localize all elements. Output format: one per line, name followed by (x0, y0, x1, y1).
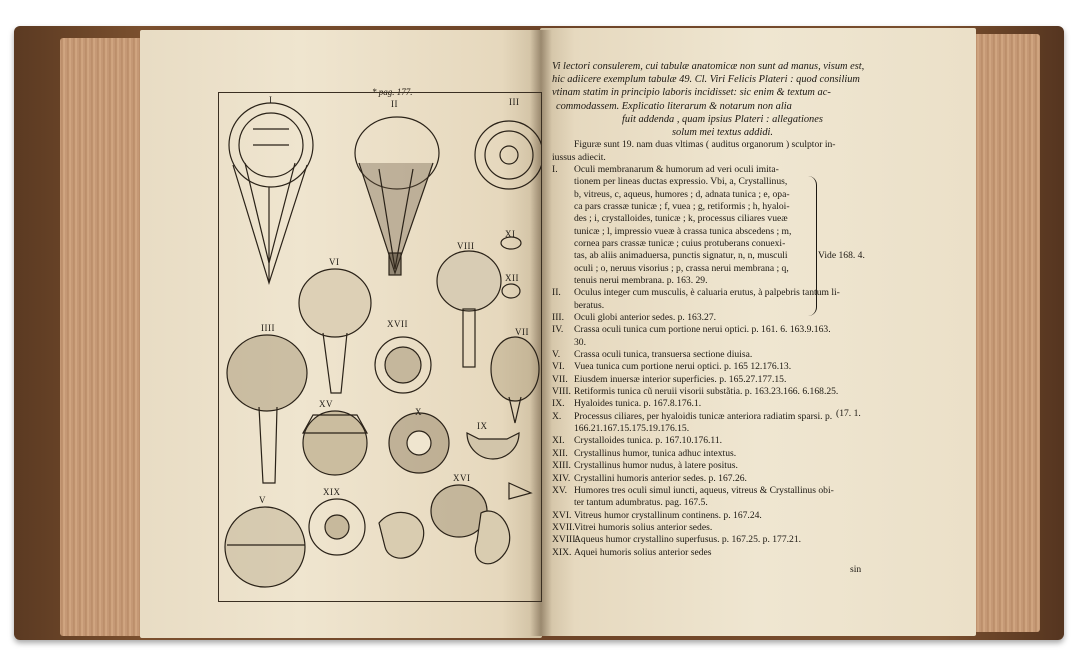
entry-line: Oculi membranarum & humorum ad veri oculi imita- (574, 163, 779, 175)
figure-label-VII: VII (515, 327, 529, 337)
entry-line: Aquei humoris solius anterior sedes (574, 546, 712, 558)
entry-V (552, 349, 920, 361)
entry-line: Vuea tunica cum portione nerui optici. p. 165 12.176.13. (574, 361, 792, 373)
entry-number: VII. (552, 373, 568, 385)
entry-line: des ; i, crystalloides, tunicæ ; k, processus ciliares vueæ (574, 213, 788, 225)
plate-page-reference: * pag. 177. (372, 87, 413, 97)
figure-label-IIII: IIII (261, 323, 275, 333)
entry-number: V. (552, 349, 561, 361)
entry-number: XIII. (552, 460, 571, 472)
entry-line: b, vitreus, c, aqueus, humores ; d, adnata tunica ; e, opa- (574, 188, 790, 200)
heading-line: fuit addenda , quam ipsius Plateri : allegationes (622, 113, 823, 125)
figure-label-XIX: XIX (323, 487, 341, 497)
entry-XIV (552, 473, 920, 485)
right-page-edges (968, 34, 1040, 632)
entry-line: 30. (574, 336, 586, 348)
entry-III (552, 312, 920, 324)
figure-label-XVI: XVI (453, 473, 471, 483)
figure-label-IX: IX (477, 421, 488, 431)
entry-line: ca pars crassæ tunicæ ; f, vuea ; g, retiformis ; h, hyaloi- (574, 200, 790, 212)
entry-line: ter tantum adumbratus. pag. 167.5. (574, 497, 708, 509)
entry-XVII (552, 522, 920, 534)
entry-line: tenuis nerui membrana. p. 163. 29. (574, 275, 708, 286)
heading-line: commodassem. Explicatio literarum & notarum non alia (556, 100, 792, 112)
entry-line: Eiusdem inuersæ interior superficies. p. 165.27.177.15. (574, 373, 787, 385)
entry-line: Humores tres oculi simul iuncti, aqueus, vitreus & Crystallinus obi- (574, 484, 834, 496)
entry-IX (552, 398, 920, 410)
entry-line: Processus ciliares, per hyaloidis tunicæ anteriora radiatim sparsi. p. (574, 410, 833, 422)
entry-number: II. (552, 287, 561, 299)
entry-line: beratus. (574, 299, 605, 311)
intro-line: Figuræ sunt 19. nam duas vltimas ( auditus organorum ) sculptor in- (574, 139, 836, 151)
entry-number: IX. (552, 398, 565, 410)
entry-XV (552, 485, 920, 497)
heading-line: hic adiicere exemplum tabulæ 49. Cl. Viri Felicis Plateri : quod consilium (552, 74, 860, 86)
figure-label-XII: XII (505, 273, 519, 283)
vide-reference: Vide 168. 4. (818, 250, 865, 261)
entry-number: XII. (552, 447, 568, 459)
entry-number: X. (552, 410, 562, 422)
entry-line: Crassa oculi tunica, transuersa sectione diuisa. (574, 349, 753, 361)
entry-VIII (552, 386, 920, 398)
entry-number: VIII. (552, 386, 571, 398)
entry-XIX (552, 547, 920, 559)
entry-number: XVIII. (552, 534, 578, 546)
entry-line: 166.21.167.15.175.19.176.15. (574, 423, 690, 435)
entry-I (552, 164, 920, 176)
figure-label-I: I (269, 95, 273, 105)
entry-number: I. (552, 163, 558, 175)
margin-aside: (17. 1. (836, 408, 861, 419)
entry-number: XV. (552, 484, 568, 496)
right-page-text (552, 60, 920, 559)
entry-line: Vitreus humor crystallinum continens. p. 167.24. (574, 509, 762, 521)
entry-line: Retiformis tunica cũ neruii visorii substãtia. p. 163.23.166. 6.168.25. (574, 386, 839, 398)
entry-IV (552, 324, 920, 336)
entry-line: Crystalloides tunica. p. 167.10.176.11. (574, 435, 723, 447)
heading-line: solum mei textus addidi. (672, 127, 774, 139)
figure-label-XV: XV (319, 399, 333, 409)
intro-line: iussus adiecit. (552, 151, 606, 163)
figure-label-VI: VI (329, 257, 340, 267)
entry-brace (808, 176, 817, 316)
entry-line: Aqueus humor crystallino superfusus. p. 167.25. p. 177.21. (574, 534, 802, 546)
figure-label-VIII: VIII (457, 241, 475, 251)
entry-number: XIX. (552, 546, 572, 558)
entry-line: Hyaloides tunica. p. 167.8.176.1. (574, 398, 702, 410)
entry-number: XI. (552, 435, 565, 447)
heading-line: vtinam statim in principio laboris incidisset: sic enim & textum ac- (552, 87, 831, 99)
plate-engraving (219, 93, 541, 601)
entry-line: tionem per lineas ductas expressio. Vbi, a, Crystallinus, (574, 176, 788, 188)
entry-XVI (552, 510, 920, 522)
entry-VII (552, 374, 920, 386)
entry-line: Crassa oculi tunica cum portione nerui optici. p. 161. 6. 163.9.163. (574, 324, 831, 336)
figure-label-II: II (391, 99, 398, 109)
entry-line: tunicæ ; l, impressio vueæ à crassa tunica abscedens ; m, (574, 225, 792, 237)
entry-number: III. (552, 312, 564, 324)
entry-II (552, 287, 920, 299)
entry-XII (552, 448, 920, 460)
entry-XVIII (552, 534, 920, 546)
entry-VI (552, 361, 920, 373)
left-page-edges (60, 38, 152, 636)
entry-number: XIV. (552, 472, 571, 484)
figure-label-V: V (259, 495, 266, 505)
entry-line: Crystallini humoris anterior sedes. p. 167.26. (574, 472, 747, 484)
entry-line: Oculus integer cum musculis, è caluaria erutus, à palpebris tantum li- (574, 287, 840, 299)
entry-line: oculi ; o, neruus visorius ; p, crassa nerui membrana ; q, (574, 262, 789, 274)
entry-number: IV. (552, 324, 564, 336)
entry-line: Crystallinus humor, tunica adhuc intextus. (574, 447, 737, 459)
heading-line: Vi lectori consulerem, cui tabulæ anatomicæ non sunt ad manus, visum est, (552, 61, 865, 72)
figure-label-III: III (509, 97, 520, 107)
anatomical-plate (218, 92, 542, 602)
entry-XI (552, 435, 920, 447)
entry-XIII (552, 460, 920, 472)
catchword: sin (850, 564, 862, 575)
entry-line: Crystallinus humor nudus, à latere positus. (574, 460, 738, 472)
entry-X (552, 411, 920, 423)
entry-line: cornea pars crassæ tunicæ ; cuius protuberans conuexi- (574, 237, 786, 249)
entry-number: VI. (552, 361, 565, 373)
figure-label-XI: XI (505, 229, 516, 239)
entry-line: tas, ab aliis animaduersa, punctis signatur, n, n, musculi (574, 250, 788, 262)
entry-number: XVI. (552, 509, 572, 521)
figure-label-X: X (415, 407, 422, 417)
figure-label-XVII: XVII (387, 319, 408, 329)
entry-number: XVII. (552, 521, 575, 533)
entry-line: Oculi globi anterior sedes. p. 163.27. (574, 312, 717, 324)
entry-line: Vitrei humoris solius anterior sedes. (574, 521, 713, 533)
